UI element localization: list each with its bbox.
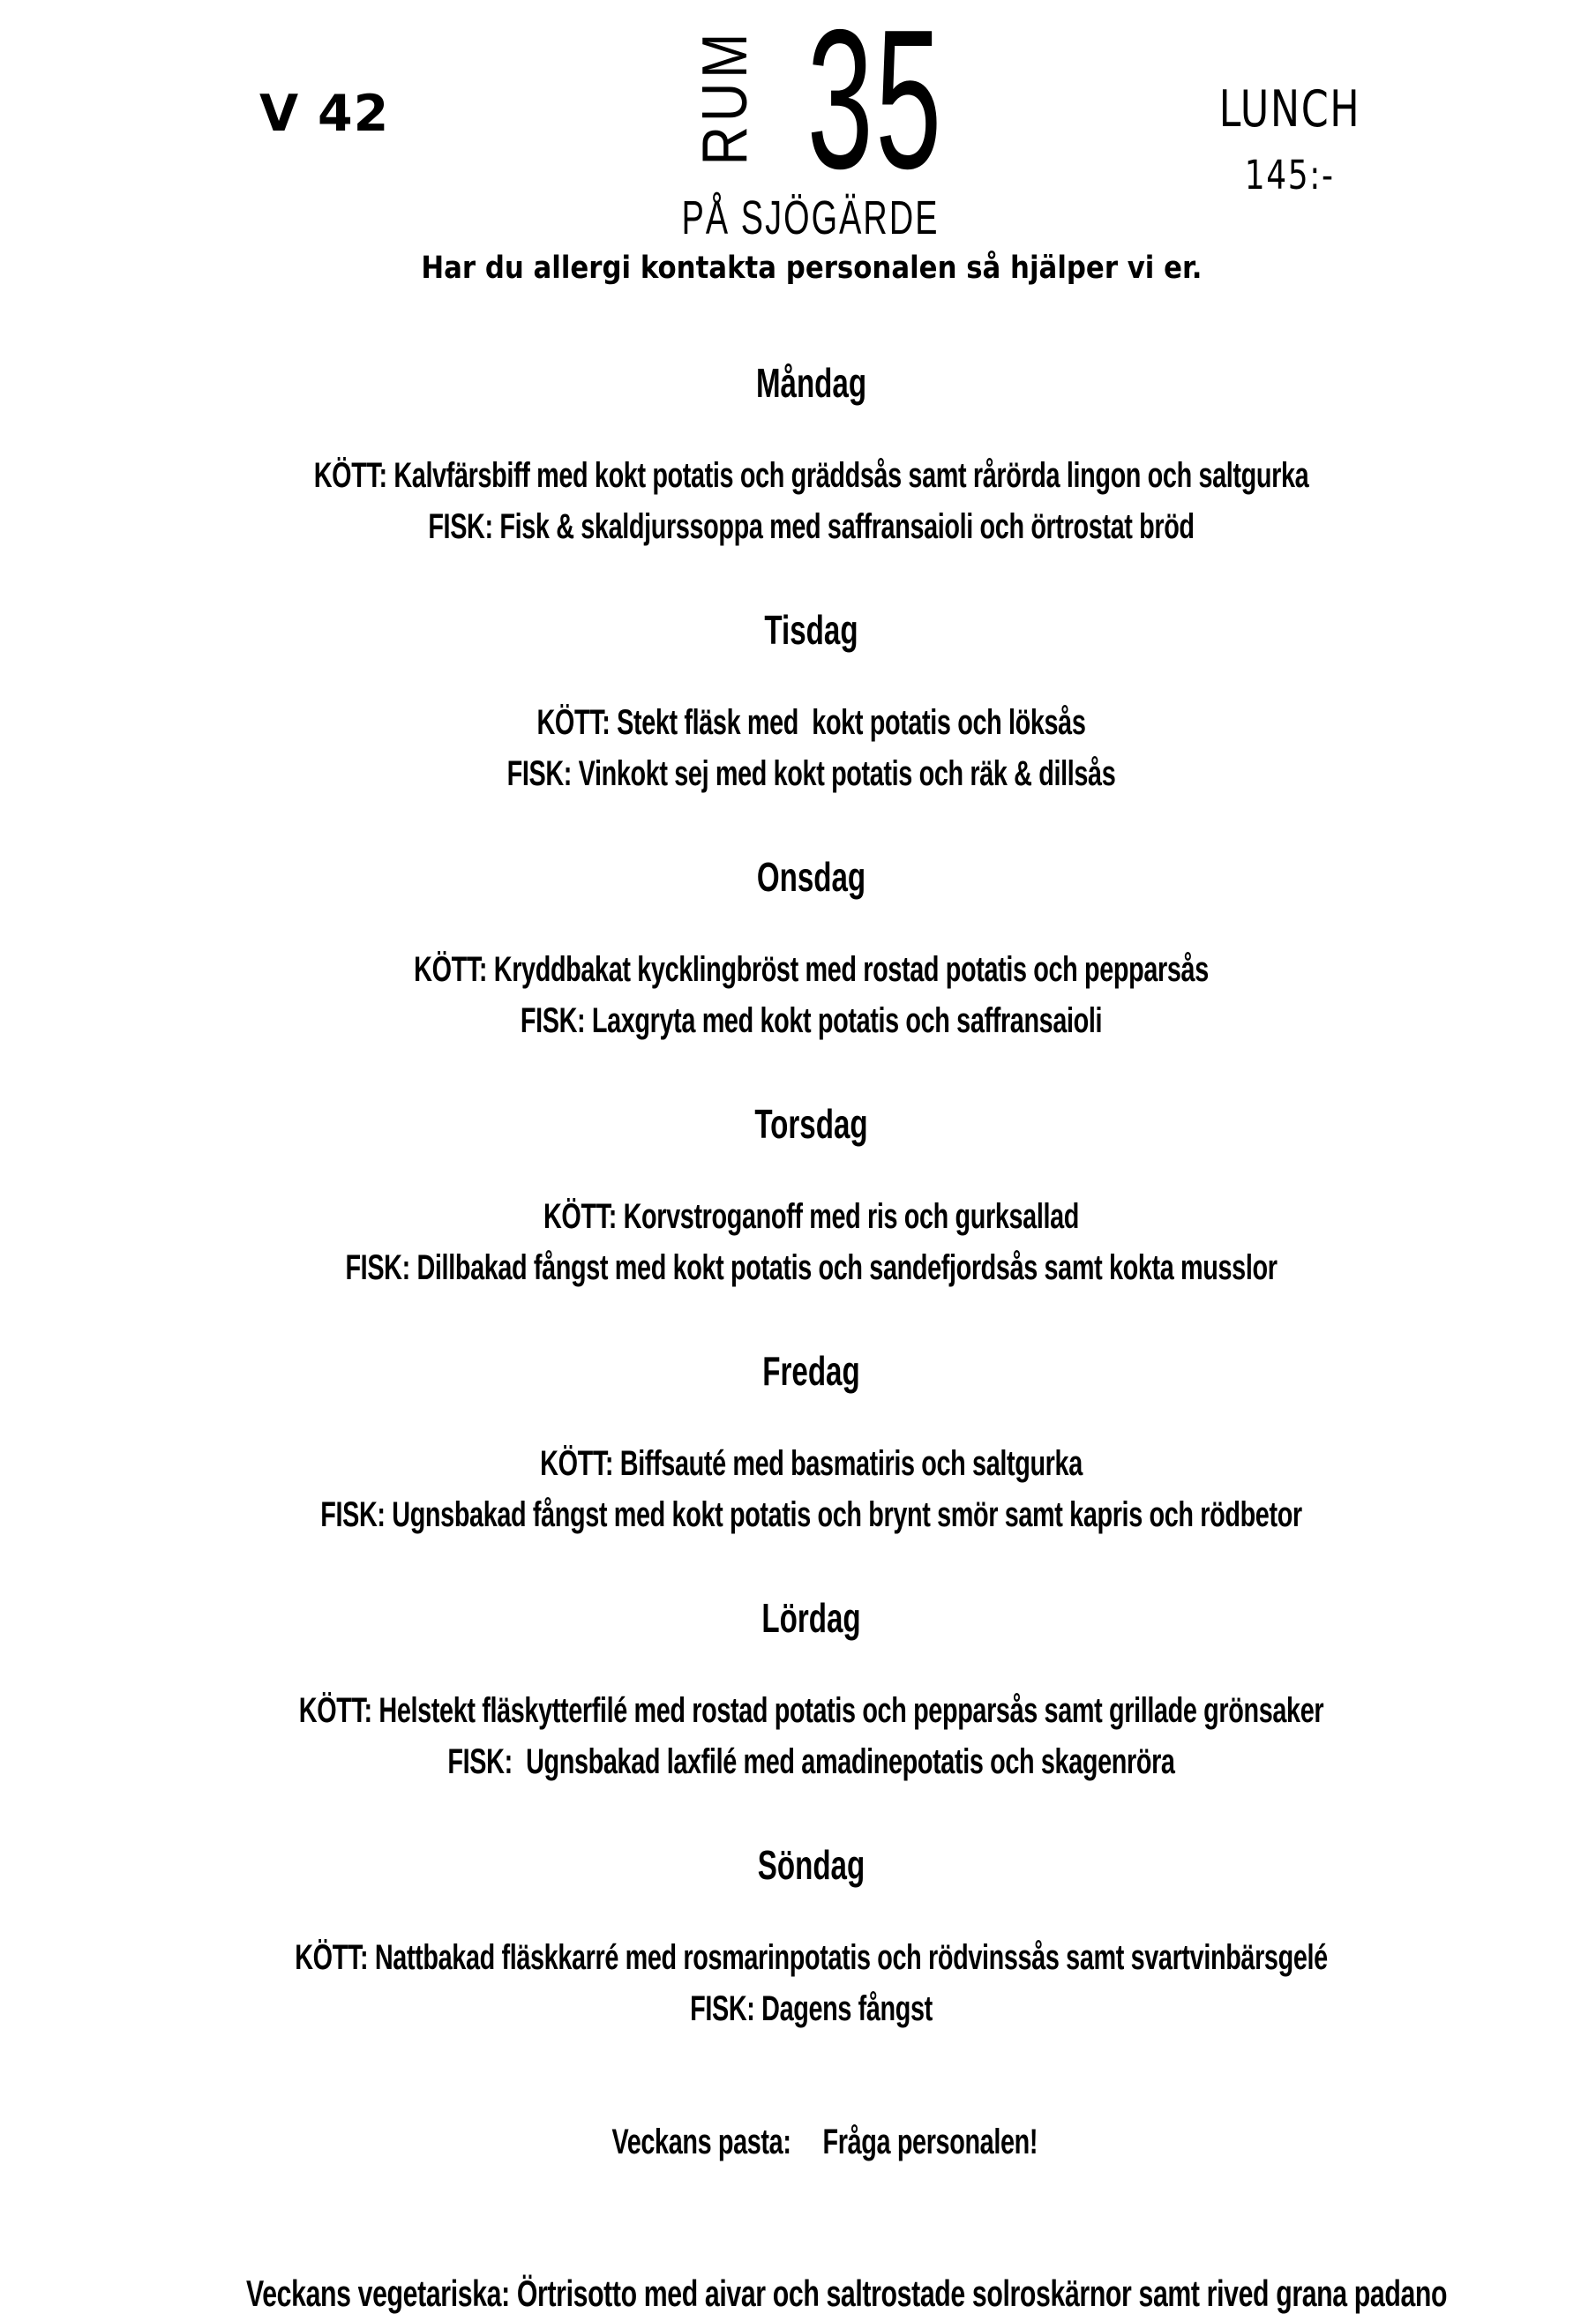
meat-dish-line: KÖTT: Kalvfärsbiff med kokt potatis och gräddsås samt rårörda lingon och saltgurka <box>313 456 1309 495</box>
day-heading: Onsdag <box>756 854 866 900</box>
meat-dish-line: KÖTT: Helstekt fläskytterfilé med rostad potatis och pepparsås samt grillade grönsaker <box>298 1691 1324 1730</box>
fish-dish-line: FISK: Vinkokt sej med kokt potatis och räk & dillsås <box>506 754 1116 793</box>
logo-number <box>761 0 944 210</box>
day-list <box>26 362 1596 2091</box>
weekly-pasta-line <box>246 2084 1376 2200</box>
weekly-pasta-label: Veckans pasta: <box>611 2123 791 2161</box>
fish-dish-line: FISK: Ugnsbakad laxfilé med amadinepotatis och skagenröra <box>447 1742 1175 1781</box>
logo-rum-text: RUM <box>690 28 761 166</box>
meat-dish-line: KÖTT: Korvstroganoff med ris och gurksallad <box>543 1197 1080 1236</box>
lunch-price: 145:- <box>1245 152 1335 198</box>
day-dishes <box>26 944 1596 1046</box>
day-dishes <box>26 450 1596 552</box>
day-section <box>26 856 1596 1103</box>
allergy-notice-text: Har du allergi kontakta personalen så hjälper vi er. <box>420 251 1203 286</box>
meat-dish-line: KÖTT: Biffsauté med basmatiris och saltgurka <box>540 1444 1083 1483</box>
logo-subtitle-text: PÅ SJÖGÄRDE <box>681 191 940 244</box>
day-dishes <box>26 697 1596 799</box>
allergy-notice <box>26 250 1596 292</box>
meat-dish-line: KÖTT: Kryddbakat kycklingbröst med rostad potatis och pepparsås <box>414 950 1209 989</box>
logo-number-text: 35 <box>806 0 944 210</box>
day-heading: Tisdag <box>764 607 858 653</box>
day-section <box>26 362 1596 609</box>
restaurant-logo <box>626 0 979 244</box>
fish-dish-line: FISK: Ugnsbakad fångst med kokt potatis och brynt smör samt kapris och rödbetor <box>320 1495 1302 1534</box>
day-heading: Måndag <box>755 360 867 406</box>
fish-dish-line: FISK: Dillbakad fångst med kokt potatis och sandefjordsås samt kokta musslor <box>345 1248 1278 1287</box>
weekly-menu <box>26 362 1596 2313</box>
logo-rum-vertical <box>685 26 766 168</box>
week-number: V 42 <box>259 85 390 143</box>
day-section <box>26 1844 1596 2091</box>
fish-dish-line: FISK: Laxgryta med kokt potatis och saffransaioli <box>520 1001 1103 1040</box>
day-section <box>26 609 1596 856</box>
fish-dish-line: FISK: Dagens fångst <box>690 1989 933 2028</box>
day-heading: Torsdag <box>754 1101 868 1147</box>
meat-dish-line: KÖTT: Stekt fläsk med kokt potatis och löksås <box>536 703 1086 742</box>
day-dishes <box>26 1932 1596 2034</box>
meat-dish-line: KÖTT: Nattbakad fläskkarré med rosmarinpotatis och rödvinssås samt svartvinbärsgelé <box>295 1938 1328 1977</box>
day-heading: Lördag <box>761 1595 861 1641</box>
day-section <box>26 1103 1596 1350</box>
weekly-pasta-value: Fråga personalen! <box>822 2123 1038 2161</box>
day-dishes <box>26 1191 1596 1293</box>
day-heading: Söndag <box>757 1842 865 1888</box>
fish-dish-line: FISK: Fisk & skaldjurssoppa med saffransaioli och örtrostat bröd <box>428 507 1195 546</box>
logo-subtitle <box>626 191 979 254</box>
day-heading: Fredag <box>762 1348 860 1394</box>
day-dishes <box>26 1438 1596 1540</box>
day-section <box>26 1350 1596 1597</box>
lunch-label: LUNCH <box>1218 80 1361 139</box>
day-dishes <box>26 1685 1596 1787</box>
weekly-vegetarian-line: Veckans vegetariska: Örtrisotto med aivar och saltrostade solroskärnor samt rived grana padano <box>246 2273 1448 2314</box>
lunch-price-block <box>1175 80 1405 205</box>
day-section <box>26 1597 1596 1844</box>
